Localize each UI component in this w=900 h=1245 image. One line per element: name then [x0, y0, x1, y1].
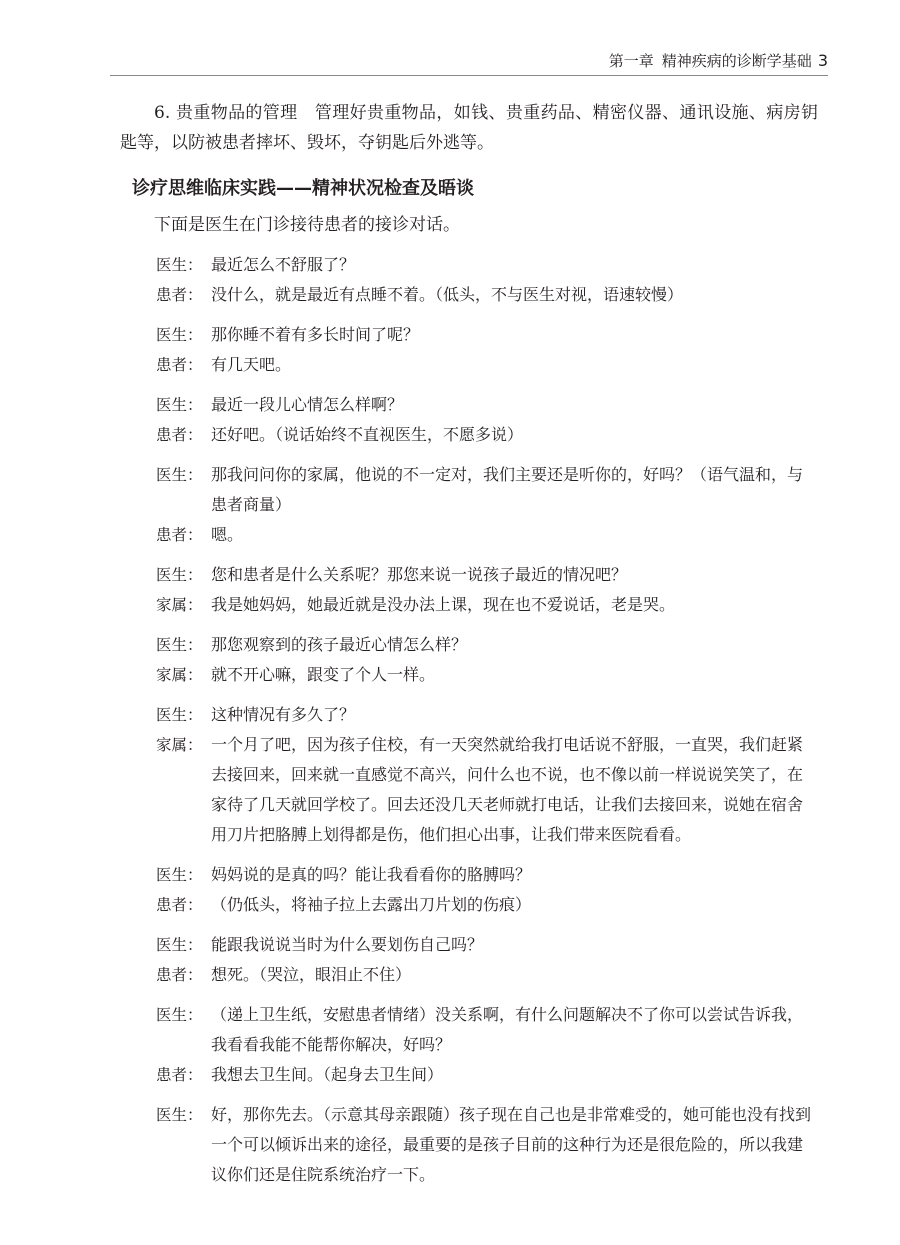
- running-header: [110, 50, 828, 76]
- speaker-label: 家属：: [156, 736, 203, 754]
- dialogue-group: [120, 930, 818, 990]
- utterance-text: （仍低头，将袖子拉上去露出刀片划的伤痕）: [211, 895, 532, 914]
- dialogue-line: [120, 460, 818, 520]
- dialogue-line: [120, 420, 818, 450]
- dialogue-line: [120, 560, 818, 590]
- speaker-label: 医生：: [156, 1106, 203, 1124]
- speaker-label: 医生：: [156, 866, 203, 884]
- dialogue-line: [120, 320, 818, 350]
- speaker-label: 家属：: [156, 666, 203, 684]
- dialogue-group: [120, 460, 818, 550]
- dialogue-line: [120, 520, 818, 550]
- speaker-label: 医生：: [156, 706, 203, 724]
- utterance-text: 能跟我说说当时为什么要划伤自己吗？: [211, 935, 484, 954]
- utterance-text: 最近怎么不舒服了？: [211, 255, 356, 274]
- utterance-text: 我是她妈妈，她最近就是没办法上课，现在也不爱说话，老是哭。: [211, 595, 676, 614]
- page-body: [120, 98, 818, 1200]
- dialogue-line: [120, 630, 818, 660]
- dialogue-line: [120, 1100, 818, 1190]
- dialogue-group: [120, 700, 818, 850]
- dialogue-group: [120, 250, 818, 310]
- speaker-label: 患者：: [156, 896, 203, 914]
- utterance-text: 好，那你先去。（示意其母亲跟随）孩子现在自己也是非常难受的，她可能也没有找到一个可以倾诉出来的途径，最重要的是孩子目前的这种行为还是很危险的，所以我建议你们还是住院系统治疗一下。: [211, 1105, 812, 1184]
- speaker-label: 患者：: [156, 966, 203, 984]
- dialogue-line: [120, 350, 818, 380]
- speaker-label: 患者：: [156, 356, 203, 374]
- speaker-label: 医生：: [156, 636, 203, 654]
- utterance-text: 就不开心嘛，跟变了个人一样。: [211, 665, 436, 684]
- utterance-text: 一个月了吧，因为孩子住校，有一天突然就给我打电话说不舒服，一直哭，我们赶紧去接回来，回来就一直感觉不高兴，问什么也不说，也不像以前一样说说笑笑了，在家待了几天就回学校了。回去还没几天老师就打电话，让我们去接回来，说她在宿舍用刀片把胳膊上划得都是伤，他们担心出事，让我们带来医院看看。: [211, 735, 804, 844]
- speaker-label: 患者：: [156, 526, 203, 544]
- dialogue-line: [120, 700, 818, 730]
- utterance-text: 那您观察到的孩子最近心情怎么样？: [211, 635, 468, 654]
- utterance-text: 还好吧。（说话始终不直视医生，不愿多说）: [211, 425, 524, 444]
- utterance-text: 想死。（哭泣，眼泪止不住）: [211, 965, 412, 984]
- speaker-label: 医生：: [156, 936, 203, 954]
- speaker-label: 医生：: [156, 256, 203, 274]
- utterance-text: （递上卫生纸，安慰患者情绪）没关系啊，有什么问题解决不了你可以尝试告诉我，我看看我能不能帮你解决，好吗？: [211, 1005, 804, 1054]
- dialogue-group: [120, 1100, 818, 1190]
- dialogue-line: [120, 960, 818, 990]
- dialogue-line: [120, 1000, 818, 1060]
- dialogue-group: [120, 1000, 818, 1090]
- speaker-label: 患者：: [156, 1066, 203, 1084]
- utterance-text: 没什么，就是最近有点睡不着。（低头，不与医生对视，语速较慢）: [211, 285, 684, 304]
- dialogue-line: [120, 860, 818, 890]
- dialogue-line: [120, 890, 818, 920]
- utterance-text: 妈妈说的是真的吗？能让我看看你的胳膊吗？: [211, 865, 532, 884]
- utterance-text: 有几天吧。: [211, 355, 292, 374]
- speaker-label: 医生：: [156, 1006, 203, 1024]
- dialogue-group: [120, 320, 818, 380]
- utterance-text: 我想去卫生间。（起身去卫生间）: [211, 1065, 444, 1084]
- dialogue-group: [120, 560, 818, 620]
- chapter-label: 第一章: [608, 52, 654, 70]
- utterance-text: 这种情况有多久了？: [211, 705, 356, 724]
- speaker-label: 医生：: [156, 566, 203, 584]
- dialogue-line: [120, 280, 818, 310]
- page-number: 3: [817, 51, 828, 70]
- utterance-text: 最近一段儿心情怎么样啊？: [211, 395, 404, 414]
- dialogue-line: [120, 730, 818, 850]
- item-6-paragraph: 6. 贵重物品的管理 管理好贵重物品，如钱、贵重药品、精密仪器、通讯设施、病房钥匙等，以防被患者摔坏、毁坏，夺钥匙后外逃等。: [120, 103, 818, 153]
- dialogue-group: [120, 390, 818, 450]
- dialogue-line: [120, 390, 818, 420]
- speaker-label: 医生：: [156, 326, 203, 344]
- utterance-text: 那我问问你的家属，他说的不一定对，我们主要还是听你的，好吗？（语气温和，与患者商量）: [211, 465, 804, 514]
- dialogue-group: [120, 630, 818, 690]
- dialogue-line: [120, 590, 818, 620]
- speaker-label: 患者：: [156, 286, 203, 304]
- dialogue-line: [120, 930, 818, 960]
- dialogue-line: [120, 1060, 818, 1090]
- utterance-text: 您和患者是什么关系呢？那您来说一说孩子最近的情况吧？: [211, 565, 628, 584]
- utterance-text: 嗯。: [211, 525, 244, 544]
- speaker-label: 患者：: [156, 426, 203, 444]
- dialogue-group: [120, 860, 818, 920]
- speaker-label: 医生：: [156, 466, 203, 484]
- speaker-label: 医生：: [156, 396, 203, 414]
- speaker-label: 家属：: [156, 596, 203, 614]
- dialogue-line: [120, 660, 818, 690]
- utterance-text: 那你睡不着有多长时间了呢？: [211, 325, 420, 344]
- section-title: 诊疗思维临床实践——精神状况检查及晤谈: [132, 178, 474, 199]
- chapter-title: 精神疾病的诊断学基础: [661, 52, 812, 70]
- intro-text: 下面是医生在门诊接待患者的接诊对话。: [154, 215, 460, 235]
- dialogue-list: [120, 250, 818, 1190]
- dialogue-line: [120, 250, 818, 280]
